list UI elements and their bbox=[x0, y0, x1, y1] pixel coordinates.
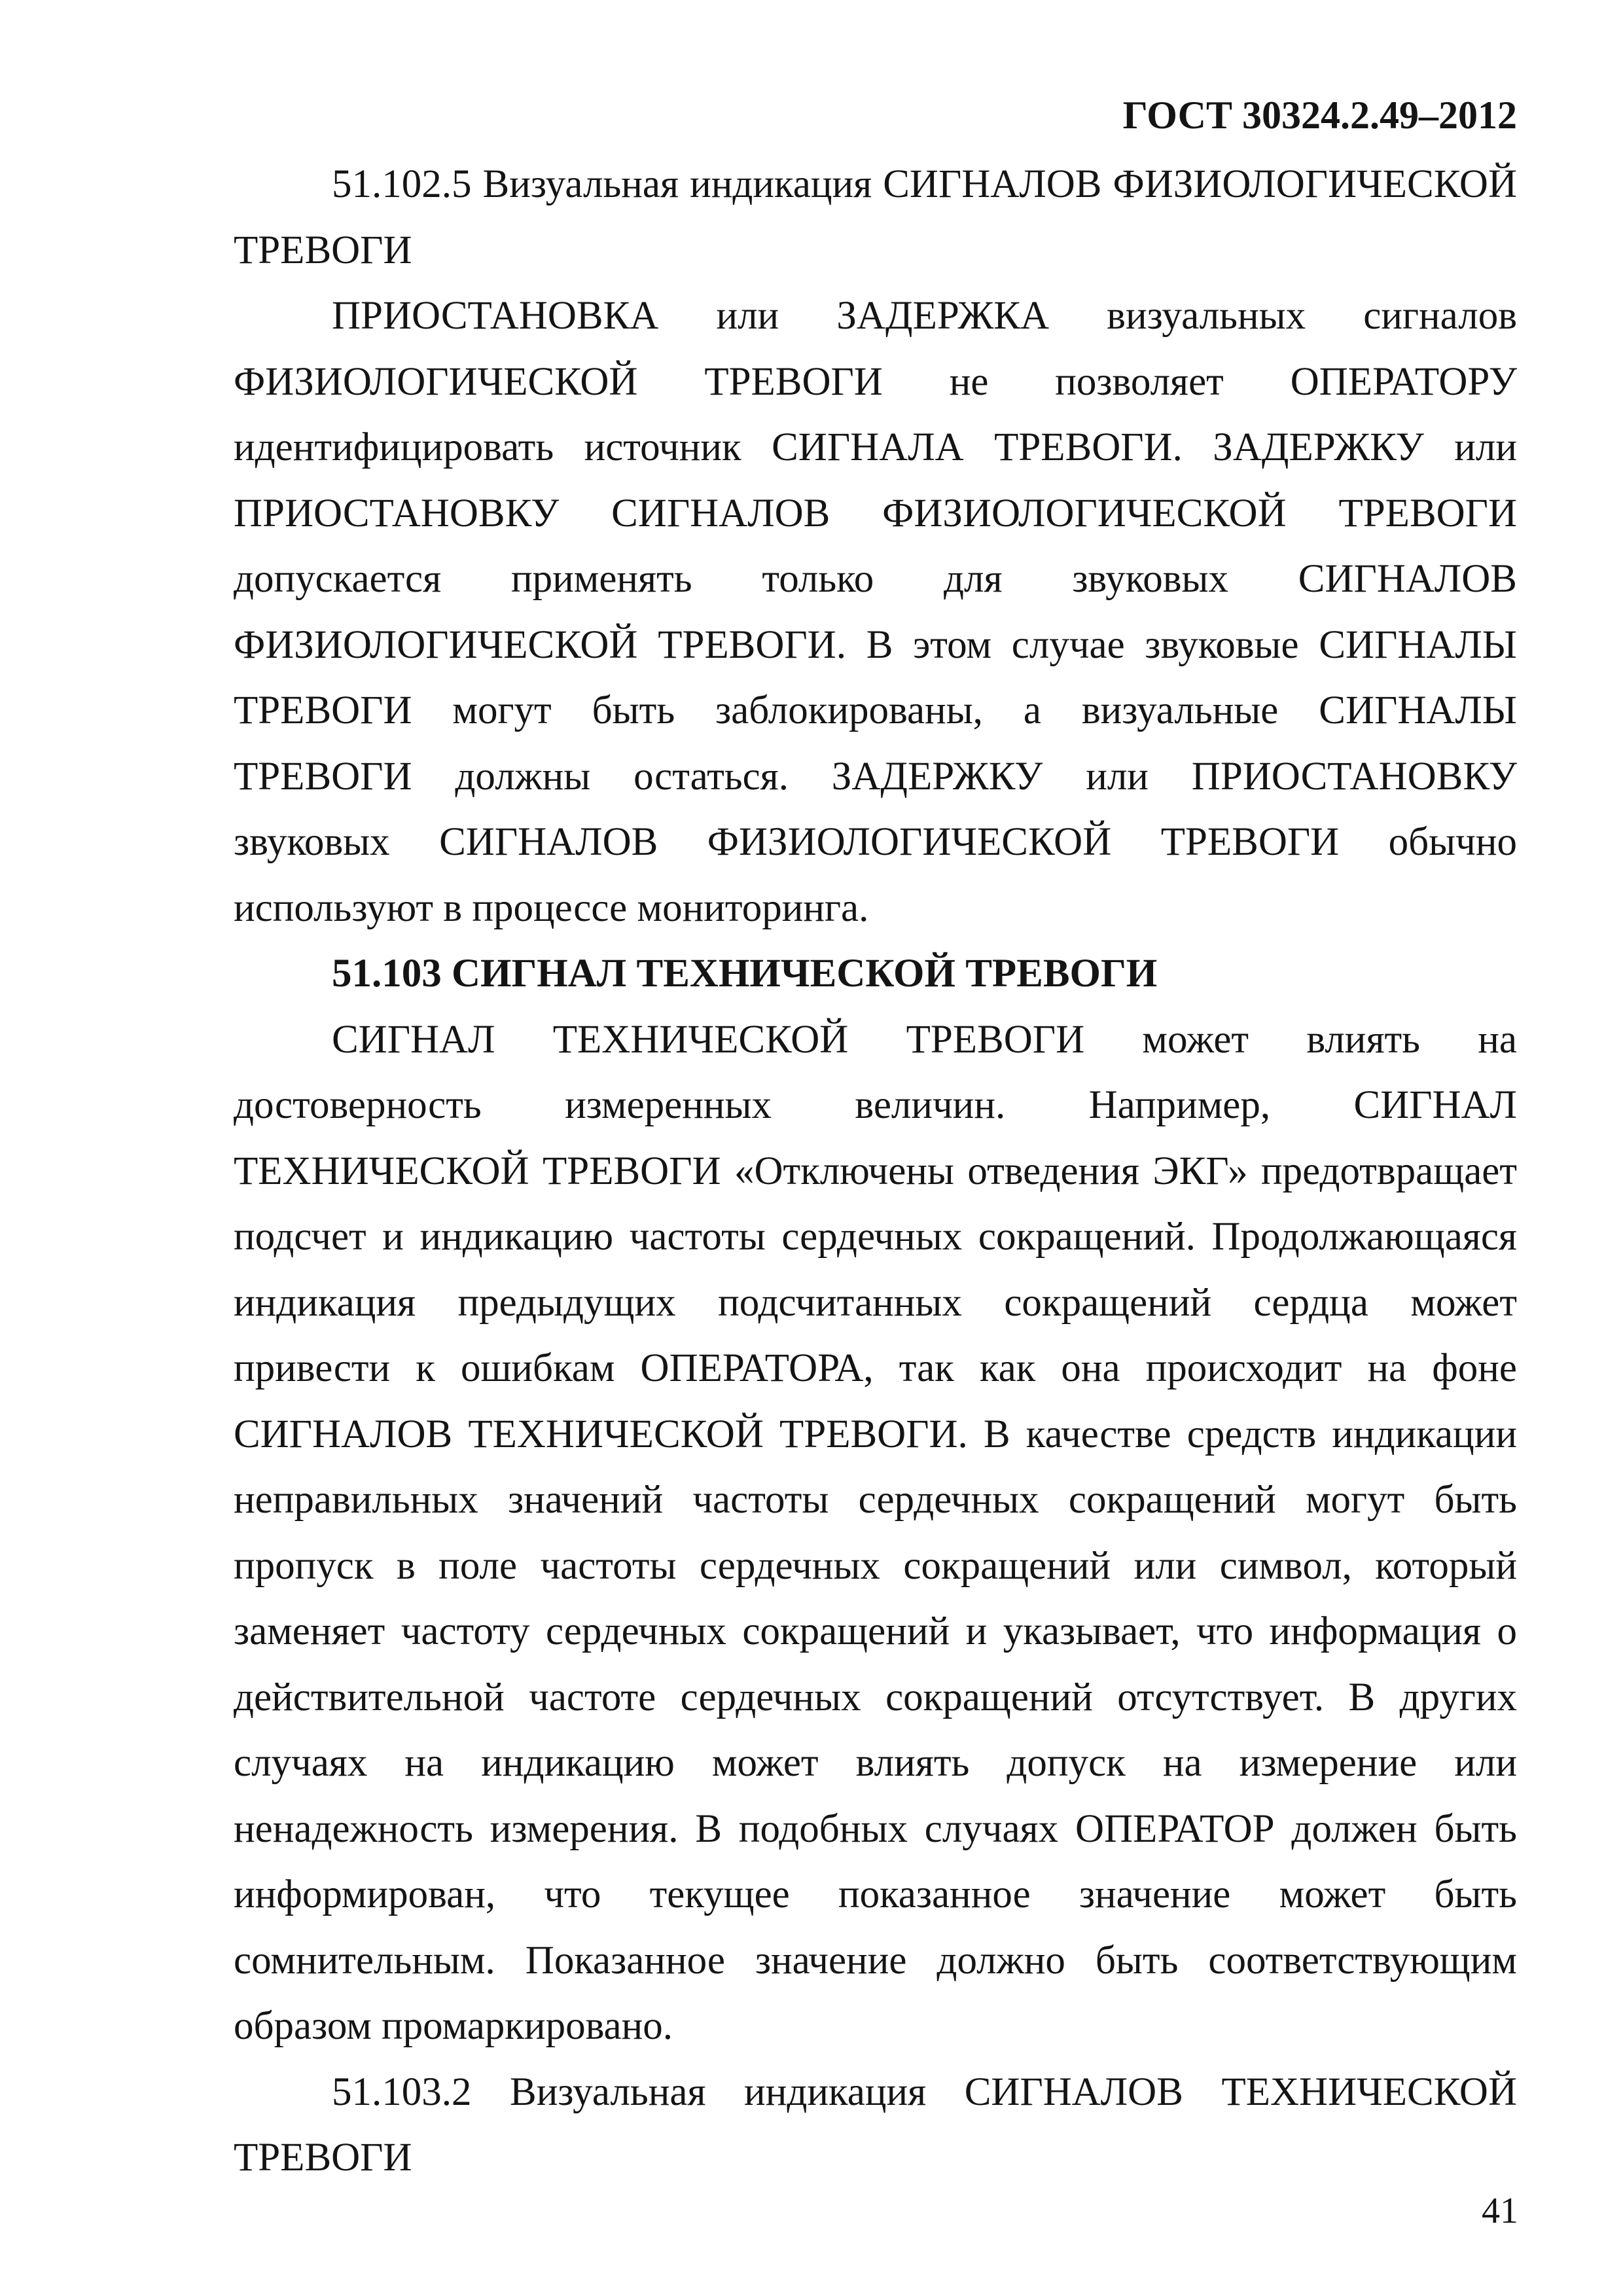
page-number: 41 bbox=[1482, 2191, 1518, 2231]
section-51-103-2-title: 51.103.2 Визуальная индикация СИГНАЛОВ ТЕХНИЧЕСКОЙ ТРЕВОГИ bbox=[234, 2070, 1517, 2179]
section-51-103-heading: 51.103 СИГНАЛ ТЕХНИЧЕСКОЙ ТРЕВОГИ bbox=[332, 952, 1158, 996]
section-51-102-5-title: 51.102.5 Визуальная индикация СИГНАЛОВ ФИЗИОЛОГИЧЕСКОЙ ТРЕВОГИ bbox=[234, 162, 1517, 272]
standard-code-header: ГОСТ 30324.2.49–2012 bbox=[1122, 94, 1517, 137]
body-text bbox=[234, 152, 1517, 2191]
paragraph-alarm-pause-delay: ПРИОСТАНОВКА или ЗАДЕРЖКА визуальных сигналов ФИЗИОЛОГИЧЕСКОЙ ТРЕВОГИ не позволяет ОПЕРАТОРУ идентифицировать источник СИГНАЛА ТРЕВОГИ. ЗАДЕРЖКУ или ПРИОСТАНОВКУ СИГНАЛОВ ФИЗИОЛОГИЧЕСКОЙ ТРЕВОГИ допускается применять только для звуковых СИГНАЛОВ ФИЗИОЛОГИЧЕСКОЙ ТРЕВОГИ. В этом случае звуковые СИГНАЛЫ ТРЕВОГИ могут быть заблокированы, а визуальные СИГНАЛЫ ТРЕВОГИ должны остаться. ЗАДЕРЖКУ или ПРИОСТАНОВКУ звуковых СИГНАЛОВ ФИЗИОЛОГИЧЕСКОЙ ТРЕВОГИ обычно используют в процессе мониторинга. bbox=[234, 294, 1517, 930]
paragraph-technical-alarm: СИГНАЛ ТЕХНИЧЕСКОЙ ТРЕВОГИ может влиять на достоверность измеренных величин. Например, СИГНАЛ ТЕХНИЧЕСКОЙ ТРЕВОГИ «Отключены отведения ЭКГ» предотвращает подсчет и индикацию частоты сердечных сокращений. Продолжающаяся индикация предыдущих подсчитанных сокращений сердца может привести к ошибкам ОПЕРАТОРА, так как она происходит на фоне СИГНАЛОВ ТЕХНИЧЕСКОЙ ТРЕВОГИ. В качестве средств индикации неправильных значений частоты сердечных сокращений могут быть пропуск в поле частоты сердечных сокращений или символ, который заменяет частоту сердечных сокращений и указывает, что информация о действительной частоте сердечных сокращений отсутствует. В других случаях на индикацию может влиять допуск на измерение или ненадежность измерения. В подобных случаях ОПЕРАТОР должен быть информирован, что текущее показанное значение может быть сомнительным. Показанное значение должно быть соответствующим образом промаркировано. bbox=[234, 1017, 1517, 2048]
